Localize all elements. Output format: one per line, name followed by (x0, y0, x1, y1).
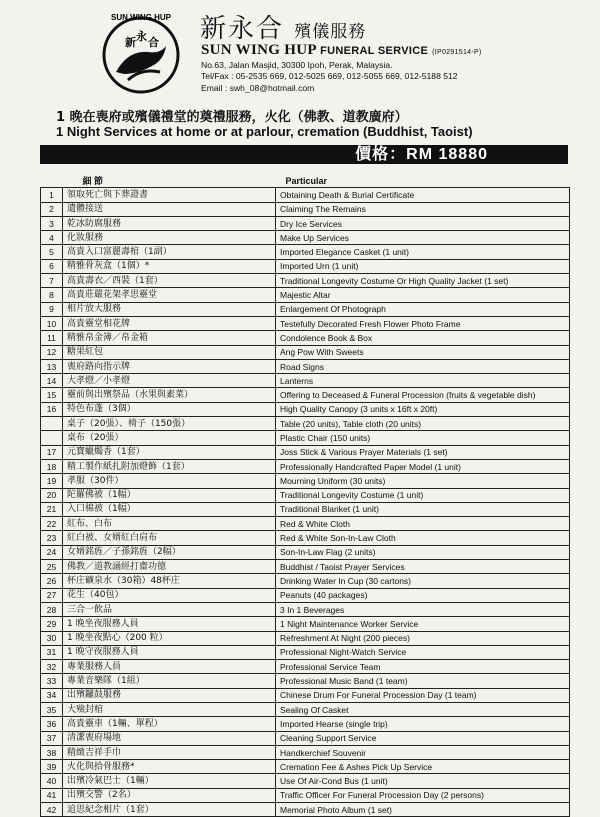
row-item-cn: 1 晚守夜服務人員 (63, 645, 276, 659)
row-item-en: High Quality Canopy (3 units x 16ft x 20ft) (276, 402, 570, 416)
row-number: 39 (41, 760, 63, 774)
table-row (41, 259, 570, 273)
row-item-cn: 桌子（20張）、椅子（150張） (63, 417, 276, 431)
row-item-en: Professionally Handcrafted Paper Model (1 unit) (276, 459, 570, 473)
table-row (41, 674, 570, 688)
table-row (41, 374, 570, 388)
row-item-en: 3 In 1 Beverages (276, 602, 570, 616)
header-cn: 細 節 (63, 174, 276, 188)
table-header-row (41, 174, 570, 188)
row-item-cn: 高貴壽衣／西裝（1套） (63, 274, 276, 288)
row-number: 23 (41, 531, 63, 545)
row-item-en: Table (20 units), Table cloth (20 units) (276, 417, 570, 431)
row-item-cn: 高貴莊嚴花架孝思靈堂 (63, 288, 276, 302)
row-item-cn: 精雅骨灰盒（1個）* (63, 259, 276, 273)
row-item-cn: 杯庄礦泉水（30箱）48杯庄 (63, 574, 276, 588)
row-number: 20 (41, 488, 63, 502)
svg-text:新: 新 (125, 36, 136, 49)
table-row (41, 788, 570, 802)
row-number: 12 (41, 345, 63, 359)
row-item-en: Claiming The Remains (276, 202, 570, 216)
table-row (41, 445, 570, 459)
row-item-cn: 精緻吉祥手巾 (63, 745, 276, 759)
contact-block (201, 60, 458, 94)
row-item-cn: 紅布、白布 (63, 517, 276, 531)
table-row (41, 245, 570, 259)
row-item-en: Professional Night-Watch Service (276, 645, 570, 659)
row-item-cn: 追思紀念相片（1套） (63, 803, 276, 817)
row-number: 36 (41, 717, 63, 731)
row-item-en: Professional Service Team (276, 660, 570, 674)
row-item-cn: 高貴入口富麗壽棺（1副） (63, 245, 276, 259)
row-number: 19 (41, 474, 63, 488)
row-item-en: Make Up Services (276, 231, 570, 245)
table-row (41, 760, 570, 774)
table-row (41, 302, 570, 316)
registration-number: (IP0291514-P) (432, 49, 482, 56)
row-item-en: Red & White Son-In-Law Cloth (276, 531, 570, 545)
row-number (41, 431, 63, 445)
row-item-cn: 大殮封棺 (63, 702, 276, 716)
table-row (41, 202, 570, 216)
package-price: 價格：RM 18880 (355, 146, 488, 163)
row-item-en: Enlargement Of Photograph (276, 302, 570, 316)
row-item-en: Mourning Uniform (30 units) (276, 474, 570, 488)
row-item-cn: 桌布（20張） (63, 431, 276, 445)
email: Email : swh_08@hotmail.com (201, 82, 315, 93)
row-item-cn: 乾冰防腐服務 (63, 216, 276, 230)
row-number: 14 (41, 374, 63, 388)
row-item-en: Peanuts (40 packages) (276, 588, 570, 602)
row-item-en: Traditional Longevity Costume (1 unit) (276, 488, 570, 502)
row-item-cn: 1 晚坐夜服務人員 (63, 617, 276, 631)
row-number: 30 (41, 631, 63, 645)
table-row (41, 745, 570, 759)
row-number (41, 417, 63, 431)
header-number (41, 174, 63, 188)
row-item-en: Traditional Blanket (1 unit) (276, 502, 570, 516)
row-number: 41 (41, 788, 63, 802)
package-title-cn: 1 晚在喪府或殯儀禮堂的奠禮服務，火化（佛教、道教廣府） (56, 110, 408, 125)
row-number: 2 (41, 202, 63, 216)
row-item-en: Cremation Fee & Ashes Pick Up Service (276, 760, 570, 774)
table-row (41, 231, 570, 245)
row-number: 27 (41, 588, 63, 602)
row-number: 3 (41, 216, 63, 230)
row-item-cn: 糖果紅包 (63, 345, 276, 359)
company-name-en-suffix: FUNERAL SERVICE (320, 45, 429, 57)
row-item-cn: 專業音樂隊（1組） (63, 674, 276, 688)
table-row (41, 488, 570, 502)
table-row (41, 702, 570, 716)
row-item-cn: 孝服（30件） (63, 474, 276, 488)
row-number: 26 (41, 574, 63, 588)
row-item-cn: 出殯冷氣巴士（1輛） (63, 774, 276, 788)
table-row (41, 774, 570, 788)
row-number: 25 (41, 560, 63, 574)
company-name-cn (200, 8, 366, 45)
row-number: 8 (41, 288, 63, 302)
row-item-en: Cleaning Support Service (276, 731, 570, 745)
svg-text:合: 合 (148, 36, 159, 49)
table-row (41, 602, 570, 616)
row-item-en: Joss Stick & Various Prayer Materials (1 set) (276, 445, 570, 459)
row-number: 11 (41, 331, 63, 345)
row-item-en: Handkerchief Souvenir (276, 745, 570, 759)
row-item-cn: 元寶蠟燭香（1套） (63, 445, 276, 459)
row-item-cn: 陀羅佛被（1幅） (63, 488, 276, 502)
row-item-cn: 火化與拾骨服務* (63, 760, 276, 774)
header-en: Particular (276, 174, 570, 188)
row-item-en: Red & White Cloth (276, 517, 570, 531)
table-row (41, 517, 570, 531)
package-title-en: 1 Night Services at home or at parlour, cremation (Buddhist, Taoist) (56, 124, 473, 139)
row-number: 13 (41, 359, 63, 373)
row-number: 4 (41, 231, 63, 245)
row-number: 15 (41, 388, 63, 402)
table-row (41, 560, 570, 574)
row-item-en: Dry Ice Services (276, 216, 570, 230)
phone-numbers: Tel/Fax : 05-2535 669, 012-5025 669, 012-5055 669, 012-5188 512 (201, 71, 458, 82)
row-item-cn: 精雅帛金簿／帛金箱 (63, 331, 276, 345)
row-number: 34 (41, 688, 63, 702)
table-row (41, 531, 570, 545)
table-row (41, 431, 570, 445)
row-item-cn: 遺體接送 (63, 202, 276, 216)
row-item-cn: 大孝燈／小孝燈 (63, 374, 276, 388)
row-item-en: Lanterns (276, 374, 570, 388)
row-item-en: Plastic Chair (150 units) (276, 431, 570, 445)
row-number: 40 (41, 774, 63, 788)
row-number: 38 (41, 745, 63, 759)
row-item-en: Sealing Of Casket (276, 702, 570, 716)
table-row (41, 717, 570, 731)
row-number: 31 (41, 645, 63, 659)
row-item-en: Ang Pow With Sweets (276, 345, 570, 359)
row-number: 22 (41, 517, 63, 531)
row-item-en: Buddhist / Taoist Prayer Services (276, 560, 570, 574)
row-item-cn: 1 晚坐夜點心（200 粒） (63, 631, 276, 645)
row-item-en: Testefully Decorated Fresh Flower Photo Frame (276, 316, 570, 330)
row-item-en: Obtaining Death & Burial Certificate (276, 188, 570, 202)
logo-text: SUN WING HUP (111, 13, 171, 22)
company-name-en-main: SUN WING HUP (201, 42, 317, 58)
table-row (41, 345, 570, 359)
row-item-en: Imported Urn (1 unit) (276, 259, 570, 273)
table-row (41, 645, 570, 659)
table-row (41, 459, 570, 473)
table-row (41, 631, 570, 645)
table-row (41, 731, 570, 745)
row-item-cn: 精工製作紙扎附加燈飾（1套） (63, 459, 276, 473)
row-item-cn: 相片放大服務 (63, 302, 276, 316)
row-item-cn: 三合一飲品 (63, 602, 276, 616)
table-row (41, 502, 570, 516)
table-row (41, 803, 570, 817)
row-item-cn: 靈前與出殯祭品（水果與素菜） (63, 388, 276, 402)
row-number: 18 (41, 459, 63, 473)
row-number: 10 (41, 316, 63, 330)
company-name-cn-main: 新永合 (200, 14, 285, 44)
table-row (41, 688, 570, 702)
row-item-cn: 佛教／道教誦經打齋功德 (63, 560, 276, 574)
row-item-cn: 女婿銘旌／子孫銘旌（2幅） (63, 545, 276, 559)
company-name-en (201, 42, 482, 59)
address: No.63, Jalan Masjid, 30300 Ipoh, Perak, Malaysia. (201, 60, 393, 70)
row-number: 35 (41, 702, 63, 716)
row-item-cn: 化妝服務 (63, 231, 276, 245)
row-item-cn: 高貴靈堂相花牌 (63, 316, 276, 330)
table-row (41, 216, 570, 230)
row-item-en: Road Signs (276, 359, 570, 373)
company-name-cn-sub: 殯儀服務 (294, 22, 367, 42)
price-bar (40, 145, 568, 164)
table-row (41, 617, 570, 631)
row-item-cn: 領取死亡與下葬證書 (63, 188, 276, 202)
items-table (40, 174, 570, 817)
table-row (41, 402, 570, 416)
row-number: 29 (41, 617, 63, 631)
row-item-en: 1 Night Maintenance Worker Service (276, 617, 570, 631)
row-number: 1 (41, 188, 63, 202)
row-item-en: Memorial Photo Album (1 set) (276, 803, 570, 817)
row-item-cn: 出殯交警（2名） (63, 788, 276, 802)
table-row (41, 588, 570, 602)
row-item-cn: 出殯鑼鼓服務 (63, 688, 276, 702)
row-number: 42 (41, 803, 63, 817)
row-item-en: Drinking Water In Cup (30 cartons) (276, 574, 570, 588)
row-item-en: Traditional Longevity Costume Or High Quality Jacket (1 set) (276, 274, 570, 288)
table-row (41, 388, 570, 402)
table-row (41, 274, 570, 288)
row-item-cn: 清潔喪府場地 (63, 731, 276, 745)
svg-text:永: 永 (136, 30, 147, 43)
row-item-en: Condolence Book & Box (276, 331, 570, 345)
row-number: 37 (41, 731, 63, 745)
row-number: 16 (41, 402, 63, 416)
row-item-en: Chinese Drum For Funeral Procession Day (1 team) (276, 688, 570, 702)
row-item-cn: 入口棉被（1幅） (63, 502, 276, 516)
row-item-cn: 花生（40包） (63, 588, 276, 602)
table-row (41, 188, 570, 202)
row-item-cn: 高貴靈車（1輛、單程） (63, 717, 276, 731)
row-item-cn: 喪府路向指示牌 (63, 359, 276, 373)
row-number: 33 (41, 674, 63, 688)
row-item-cn: 專業服務人員 (63, 660, 276, 674)
row-number: 17 (41, 445, 63, 459)
row-number: 7 (41, 274, 63, 288)
table-row (41, 417, 570, 431)
table-row (41, 660, 570, 674)
row-item-en: Use Of Air-Cond Bus (1 unit) (276, 774, 570, 788)
row-item-en: Professional Music Band (1 team) (276, 674, 570, 688)
row-number: 32 (41, 660, 63, 674)
table-row (41, 359, 570, 373)
table-row (41, 474, 570, 488)
table-row (41, 574, 570, 588)
row-number: 21 (41, 502, 63, 516)
row-item-en: Majestic Altar (276, 288, 570, 302)
row-number: 24 (41, 545, 63, 559)
table-row (41, 316, 570, 330)
row-item-en: Traffic Officer For Funeral Procession Day (2 persons) (276, 788, 570, 802)
row-number: 9 (41, 302, 63, 316)
row-item-en: Son-In-Law Flag (2 units) (276, 545, 570, 559)
row-item-en: Offering to Deceased & Funeral Procession (fruits & vegetable dish) (276, 388, 570, 402)
row-number: 6 (41, 259, 63, 273)
row-item-cn: 紅白被、女婿紅白肩布 (63, 531, 276, 545)
table-row (41, 545, 570, 559)
row-item-en: Imported Elegance Casket (1 unit) (276, 245, 570, 259)
company-logo (98, 10, 184, 96)
row-number: 28 (41, 602, 63, 616)
row-item-en: Imported Hearse (single trip) (276, 717, 570, 731)
table-row (41, 331, 570, 345)
row-number: 5 (41, 245, 63, 259)
table-row (41, 288, 570, 302)
row-item-en: Refreshment At Night (200 pieces) (276, 631, 570, 645)
row-item-cn: 特色布蓬（3個） (63, 402, 276, 416)
